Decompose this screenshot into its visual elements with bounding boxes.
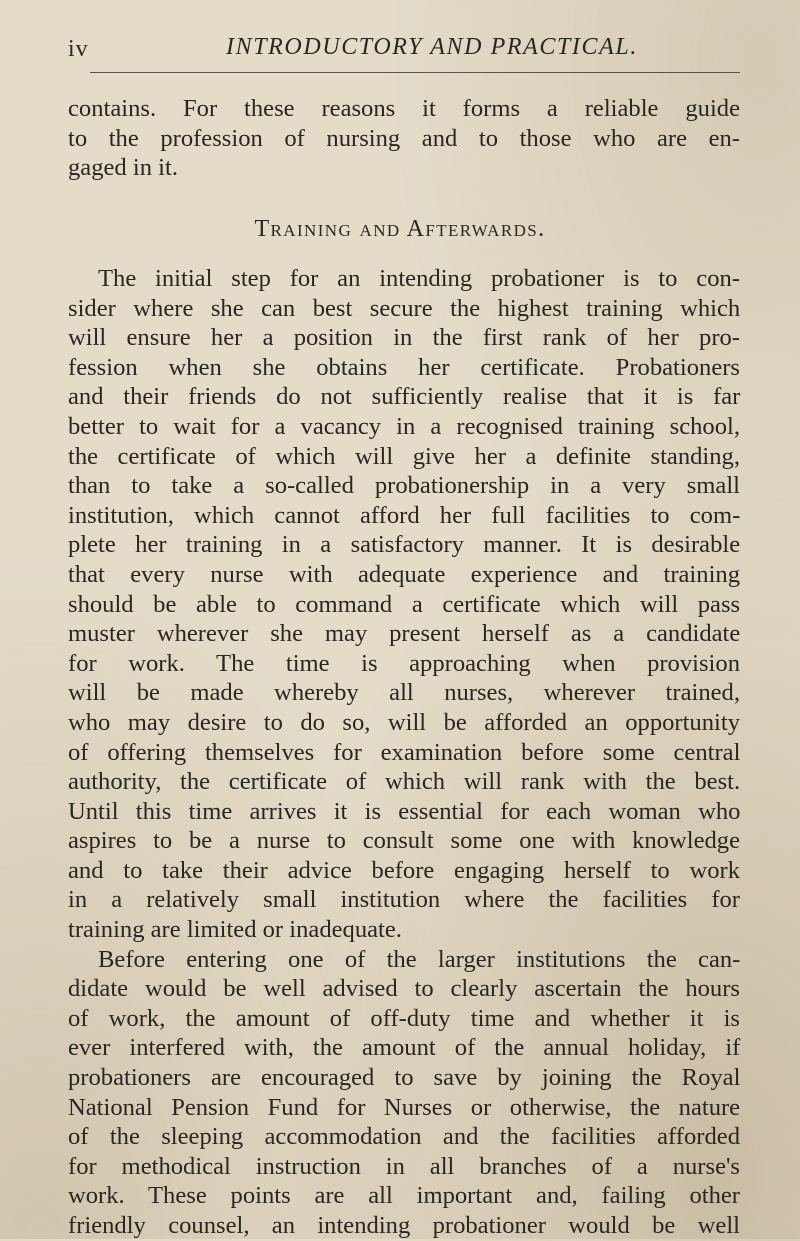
page-number: iv — [68, 36, 89, 62]
text-line: will be made whereby all nurses, wherever trained, — [68, 679, 740, 707]
body-text — [68, 264, 740, 1241]
running-title: INTRODUCTORY AND PRACTICAL. — [226, 34, 638, 60]
text-line: and to take their advice before engaging herself to work — [68, 856, 740, 884]
text-line: work. These points are all important and, failing other — [68, 1182, 740, 1210]
header-rule — [90, 72, 740, 73]
text-line: to the profession of nursing and to those who are en- — [68, 124, 740, 152]
text-line: better to wait for a vacancy in a recognised training school, — [68, 412, 740, 440]
text-line: probationers are encouraged to save by joining the Royal — [68, 1064, 741, 1092]
text-line: contains. For these reasons it forms a reliable guide — [68, 95, 740, 122]
text-line: friendly counsel, an intending probationer would be well — [68, 1212, 740, 1239]
text-line: the certificate of which will give her a definite standing, — [68, 442, 740, 470]
running-head — [68, 30, 740, 70]
text-line: authority, the certificate of which will rank with the best. — [68, 768, 741, 796]
text-line: fession when she obtains her certificate. Probationers — [68, 353, 740, 381]
text-line: of work, the amount of off-duty time and whether it is — [68, 1004, 740, 1032]
text-line: and their friends do not sufficiently realise that it is far — [68, 383, 741, 411]
text-line: plete her training in a satisfactory manner. It is desirable — [68, 531, 741, 559]
text-line: in a relatively small institution where the facilities for — [68, 886, 740, 914]
section-heading: Training and Afterwards. — [254, 216, 546, 242]
text-line: aspires to be a nurse to consult some one with knowledge — [68, 827, 740, 855]
text-line: gaged in it. — [68, 154, 178, 182]
text-line: National Pension Fund for Nurses or otherwise, the nature — [68, 1093, 741, 1121]
text-line: didate would be well advised to clearly ascertain the hours — [68, 975, 740, 1003]
text-line: ever interfered with, the amount of the annual holiday, if — [68, 1034, 741, 1062]
opening-paragraph — [68, 94, 740, 183]
text-line: of offering themselves for examination before some central — [68, 738, 741, 766]
text-line: institution, which cannot afford her full facilities to com- — [68, 501, 741, 529]
text-line: for methodical instruction in all branches of a nurse's — [68, 1152, 740, 1180]
text-line: Before entering one of the larger institutions the can- — [98, 945, 741, 973]
text-line: that every nurse with adequate experience and training — [68, 560, 740, 588]
text-line: who may desire to do so, will be afforded an opportunity — [68, 708, 740, 736]
text-line: for work. The time is approaching when provision — [68, 649, 740, 677]
text-line: The initial step for an intending probationer is to con- — [98, 265, 740, 292]
text-line: muster wherever she may present herself as a candidate — [68, 620, 741, 648]
text-line: of the sleeping accommodation and the facilities afforded — [68, 1123, 740, 1151]
text-line: will ensure her a position in the first rank of her pro- — [68, 324, 740, 352]
text-line: than to take a so-called probationership in a very small — [68, 472, 740, 500]
text-line: Until this time arrives it is essential for each woman who — [68, 797, 741, 825]
text-line: should be able to command a certificate which will pass — [68, 590, 741, 618]
text-line: sider where she can best secure the highest training which — [68, 294, 741, 322]
text-line: training are limited or inadequate. — [68, 916, 402, 944]
